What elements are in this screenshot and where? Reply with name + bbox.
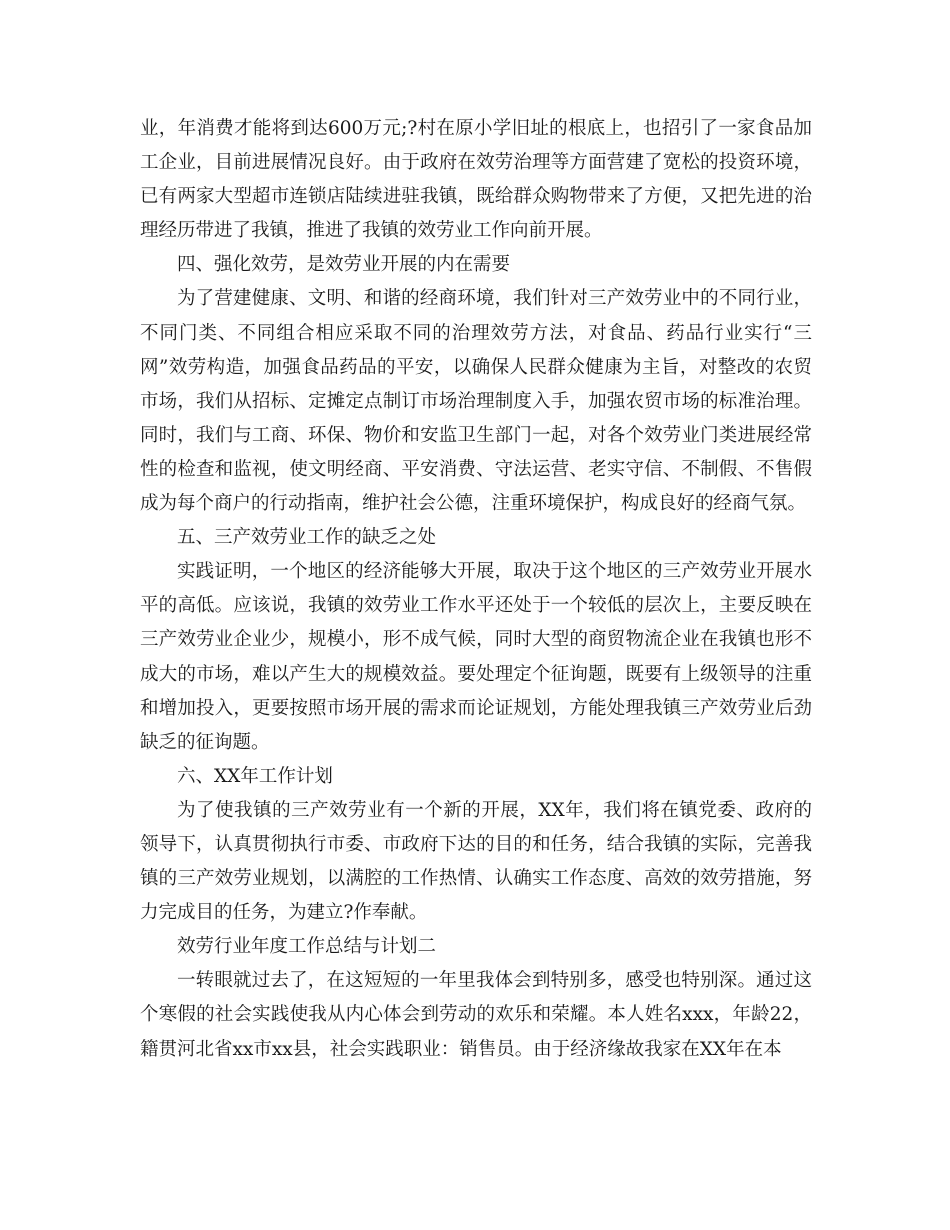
section-heading-5: 五、三产效劳业工作的缺乏之处	[177, 527, 437, 549]
paragraph-continuation: 业，年消费才能将到达600万元;?村在原小学旧址的根底上，也招引了一家食品加工企业，目前进展情况良好。由于政府在效劳治理等方面营建了宽松的投资环境，已有两家大型超市连锁店陆续进驻我镇，既给群众购物带来了方便，又把先进的治理经历带进了我镇，推进了我镇的效劳业工作向前开展。	[140, 118, 812, 242]
section-title-2: 效劳行业年度工作总结与计划二	[177, 936, 437, 958]
section-heading-4: 四、强化效劳，是效劳业开展的内在需要	[177, 254, 511, 276]
paragraph-work-plan: 为了使我镇的三产效劳业有一个新的开展，XX年，我们将在镇党委、政府的领导下，认真贯彻执行市委、市政府下达的目的和任务，结合我镇的实际，完善我镇的三产效劳业规划，以满腔的工作热情、认确实工作态度、高效的效劳措施，努力完成目的任务，为建立?作奉献。	[140, 799, 812, 924]
document-body	[140, 112, 812, 1067]
paragraph-shortcomings: 实践证明，一个地区的经济能够大开展，取决于这个地区的三产效劳业开展水平的高低。应该说，我镇的效劳业工作水平还处于一个较低的层次上，主要反映在三产效劳业企业少，规模小，形不成气候，同时大型的商贸物流企业在我镇也形不成大的市场，难以产生大的规模效益。要处理定个征询题，既要有上级领导的注重和增加投入，更要按照市场开展的需求而论证规划，方能处理我镇三产效劳业后劲缺乏的征询题。	[140, 561, 812, 753]
paragraph-practice-intro: 一转眼就过去了，在这短短的一年里我体会到特别多，感受也特别深。通过这个寒假的社会实践使我从内心体会到劳动的欢乐和荣耀。本人姓名xxx，年龄22，籍贯河北省xx市xx县，社会实践职业：销售员。由于经济缘故我家在XX年在本	[140, 970, 812, 1060]
paragraph-service-environment: 为了营建健康、文明、和谐的经商环境，我们针对三产效劳业中的不同行业，不同门类、不同组合相应采取不同的治理效劳方法，对食品、药品行业实行“三网”效劳构造，加强食品药品的平安，以确保人民群众健康为主旨，对整改的农贸市场，我们从招标、定摊定点制订市场治理制度入手，加强农贸市场的标准治理。同时，我们与工商、环保、物价和安监卫生部门一起，对各个效劳业门类进展经常性的检查和监视，使文明经商、平安消费、守法运营、老实守信、不制假、不售假成为每个商户的行动指南，维护社会公德，注重环境保护，构成良好的经商气氛。	[140, 288, 812, 515]
section-heading-6: 六、XX年工作计划	[177, 765, 333, 787]
